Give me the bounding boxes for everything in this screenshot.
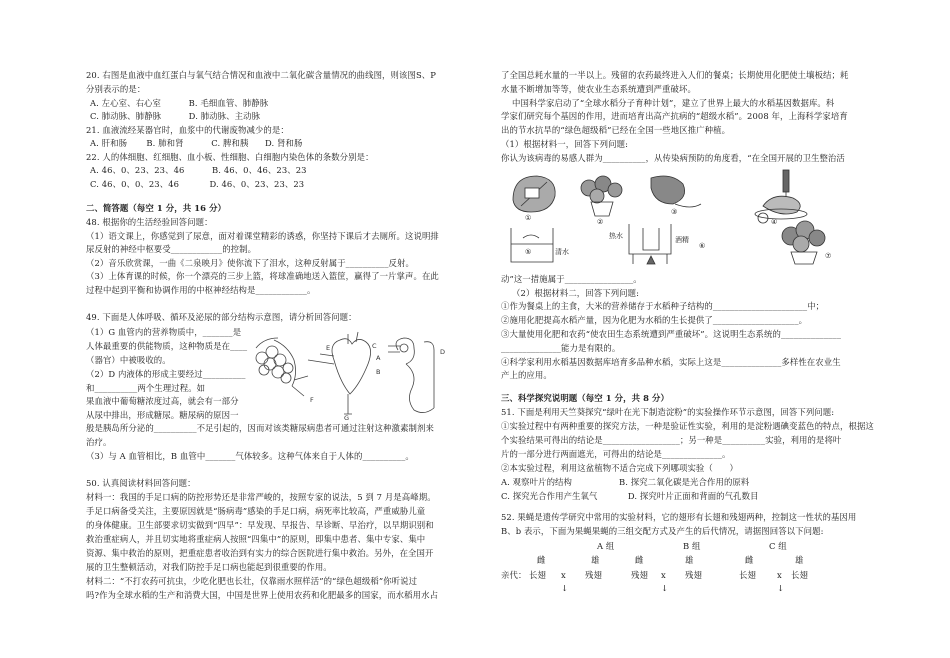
label-C: C [372, 342, 377, 350]
q49-2d: 从尿中排出，形成糖尿。糖尿病的原因一 [86, 410, 239, 420]
r-line-1: 了全国总耗水量的一半以上。残留的农药最终进入人们的餐桌；长期使用化肥使土壤板结；耗 [501, 70, 849, 80]
heart-figure [308, 332, 371, 414]
q48-1a: （1）语文课上，你感觉到了尿意，面对着课堂精彩的诱惑，你坚持下课后才去厕所。这说明排 [86, 231, 439, 241]
experiment-figure [501, 168, 873, 268]
q20-options-1: A. 左心室、右心室 B. 毛细血管、肺静脉 [90, 98, 269, 108]
fig-label-7: ⑦ [825, 252, 832, 260]
alveoli-figure [256, 338, 308, 396]
potted-plant-figure-2 [581, 176, 622, 216]
parents-label: 亲代： [501, 570, 527, 580]
fig-water-label: 清水 [555, 248, 569, 256]
r-line-13: ______________能力是有限的。 [501, 343, 621, 353]
water-beaker-figure-5 [511, 228, 553, 262]
r-line-15: 产上的应用。 [501, 370, 552, 380]
c-male-trait: 长翅 [791, 570, 808, 580]
label-E: E [326, 344, 331, 352]
r-line-6: （1）根据材料一，回答下列问题: [501, 139, 628, 149]
q21-options: A. 肝和肠 B. 肺和肾 C. 脾和胰 D. 肾和肠 [90, 138, 303, 148]
material-1b: 手足口病备受关注，主要原因就是“肠病毒”感染的手足口病，病死率比较高，严重威胁儿童 [86, 506, 426, 516]
q22-text: 22. 人的体细胞、红细胞、血小板、性细胞、白细胞内染色体的条数分别是： [86, 152, 374, 162]
a-male-trait: 残翅 [585, 570, 602, 580]
q51-2: ②本实验过程，利用这盆植物不适合完成下列哪项实验（ ） [501, 463, 738, 473]
b-male-trait: 残翅 [685, 570, 702, 580]
q52-text-b: B、b 表示，下面为果蝇果蝇的三组交配方式及产生的后代情况，请据图回答以下问题: [501, 526, 824, 536]
group-a-label: A 组 [597, 541, 615, 551]
q48-1b: 尿反射的神经中枢要受____________的控制。 [86, 244, 257, 254]
leaf-figure-1 [513, 176, 555, 212]
q49-2e: 般是胰岛所分泌的__________不足引起的，因而对该类糖尿病患者可通过注射这种激素制剂来 [86, 423, 434, 433]
r-line-2: 水量不断增加等等，使农业生态系统遭到严重破坏。 [501, 84, 696, 94]
heating-figure-6 [629, 224, 671, 264]
c-male: 雄 [795, 555, 804, 565]
r-line-8: 动”这一措施属于________________。 [501, 274, 642, 284]
q49-2f: 治疗。 [86, 437, 112, 447]
q52-text-a: 52. 果蝇是遗传学研究中常用的实验材料，它的翅形有长翅和残翅两种，控制这一性状的基因用 [501, 512, 857, 522]
c-female-trait: 长翅 [739, 570, 756, 580]
r-line-3: 中国科学家启动了“全球水稻分子育种计划”，建立了世界上最大的水稻基因数据库。科 [501, 98, 835, 108]
r-line-5: 出的节水抗旱的“绿色超级稻”已经在全国一些地区推广种植。 [501, 125, 731, 135]
material-1a: 材料一：我国的手足口病的防控形势还是非常严峻的，按照专家的说法，5 到 7 月是高峰期。 [86, 492, 436, 502]
q49-2c: 果血液中葡萄糖浓度过高，就会有一部分 [86, 396, 239, 406]
q48-2: （2）音乐欣赏课，一曲《二泉映月》使你流下了泪水，这种反射属于__________反射。 [86, 258, 414, 268]
q51-text: 51. 下面是利用天竺葵探究“绿叶在光下制造淀粉”的实验操作环节示意图，回答下列问题: [501, 407, 835, 417]
material-1c: 的身体健康。卫生部要求切实做到“四早”：早发现、早报告、早诊断、早治疗，以早期识别和 [86, 520, 434, 530]
q48-3b: 过程中起到平衡和协调作用的中枢神经结构是____________。 [86, 285, 316, 295]
fig-label-4: ④ [771, 218, 778, 226]
fig-label-1: ① [525, 214, 532, 222]
section-2-heading: 二、简答题（每空 1 分，共 16 分） [86, 203, 227, 213]
r-line-12: ③大量使用化肥和农药“使农田生态系统遭到严重破坏”。这说明生态系统的______________ [501, 329, 841, 339]
q50-text: 50. 认真阅读材料回答问题： [86, 478, 196, 488]
q49-1a: （1）G 血管内的营养物质中，_______是 [86, 327, 242, 337]
q51-1b: 个实验结果可得出的结论是__________________；另一种是__________实验，利用的是将叶 [501, 435, 842, 445]
r-line-10: ①作为餐桌上的主食，大米的营养储存于水稻种子结构的______________________中； [501, 301, 825, 311]
q49-text: 49. 下面是人体呼吸、循环及泌尿的部分结构示意图，请分析回答问题： [86, 312, 357, 322]
group-b-label: B 组 [683, 541, 701, 551]
leaf-figure-3 [651, 176, 701, 207]
q49-1b: 人体最重要的供能物质，这种物质是在____ [86, 341, 248, 351]
material-2a: 材料二：“不打农药可抗虫，少吃化肥也长壮，仅靠雨水照样活”的“绿色超级稻”你听说过 [86, 576, 418, 586]
b-arrow: ↓ [661, 583, 669, 593]
group-c-label: C 组 [769, 541, 787, 551]
fig-label-2: ② [597, 218, 604, 226]
q22-options-1: A. 46、0、23、23、46 B. 46、0、46、23、23 [90, 165, 307, 175]
c-cross: x [777, 570, 782, 580]
a-male: 雄 [591, 555, 600, 565]
q51-options-2: C. 探究光合作用产生氧气 D. 探究叶片正面和背面的气孔数目 [501, 491, 759, 501]
circulation-diagram [248, 330, 456, 424]
fig-alcohol-label: 酒精 [675, 236, 689, 244]
b-female: 雌 [635, 555, 644, 565]
a-female: 雌 [537, 555, 546, 565]
r-line-7: 你认为该病毒的易感人群为__________，从传染病预防的角度看，“在全国开展的卫生整治活 [501, 153, 845, 163]
q20-text-2: 分别表示的是： [86, 84, 146, 94]
b-female-trait: 残翅 [631, 570, 648, 580]
label-D: D [440, 348, 446, 356]
q21-text: 21. 血液流经某器官时，血浆中的代谢废物减少的是： [86, 125, 289, 135]
material-1f: 展的卫生整顿活动，对我们防控手足口病也能起到很重要的作用。 [86, 562, 332, 572]
fig-hot-water-label: 热水 [609, 232, 623, 240]
label-G: G [344, 414, 350, 422]
material-1d: 救治重症病人，并且切实地将重症病人按照“四集中”的原则，即集中患者、集中专家、集中 [86, 534, 426, 544]
material-1e: 资源、集中救治的原则，把重症患者收治到有实力的综合医院进行集中救治。另外，在全国开 [86, 548, 434, 558]
b-male: 雄 [685, 555, 694, 565]
r-line-9: （2）根据材料二，回答下列问题: [501, 288, 640, 298]
q49-2b: 和__________两个生理过程。如 [86, 383, 206, 393]
fig-label-3: ③ [671, 208, 678, 216]
q48-3a: （3）上体育课的时候，你一个漂亮的三步上篮，将球准确地送入篮筐，赢得了一片掌声。在此 [86, 271, 439, 281]
fig-label-5: ⑤ [525, 248, 532, 256]
q20-options-2: C. 肺动脉、肺静脉 D. 肺动脉、主动脉 [90, 111, 261, 121]
fig-label-6: ⑥ [699, 242, 706, 250]
b-cross: x [661, 570, 666, 580]
q20-text: 20. 右图是血液中血红蛋白与氧气结合情况和血液中二氧化碳含量情况的曲线图，则该图S、P [86, 70, 437, 80]
plant-figure-7 [758, 213, 825, 264]
nephron-figure [388, 338, 434, 413]
dropper-figure-4 [755, 170, 807, 219]
q51-1a: ①实验过程中有两种重要的探究方法，一种是验证性实验，利用的是淀粉遇碘变蓝色的特点，根据这 [501, 421, 874, 431]
q51-1c: 片的一部分进行两面遮光，可得出的结论是______________。 [501, 449, 731, 459]
material-2b: 吗?作为全球水稻的生产和消费大国，中国是世界上使用农药和化肥最多的国家，而水稻用水占 [86, 590, 439, 600]
q49-1c: （器官）中被吸收的。 [86, 355, 171, 365]
a-cross: x [561, 570, 566, 580]
q49-3: （3）与 A 血管相比，B 血管中_______气体较多。这种气体来自于人体的__________。 [86, 451, 414, 461]
r-line-11: ②施用化肥提高水稻产量，因为化肥为水稻的生长提供了____________________。 [501, 315, 808, 325]
q51-options-1: A. 观察叶片的结构 B. 探究二氧化碳是光合作用的原料 [501, 477, 750, 487]
c-arrow: ↓ [777, 583, 785, 593]
r-line-14: ④科学家利用水稻基因数据库培育多品种水稻，实际上这是______________多样性在农业生 [501, 357, 841, 367]
r-line-4: 学家们研究每个基因的作用，进而培育出高产抗病的“超级水稻”。2008 年，上海科学家培育 [501, 111, 848, 121]
a-female-trait: 长翅 [529, 570, 546, 580]
a-arrow: ↓ [561, 583, 569, 593]
section-3-heading: 三、科学探究说明题（每空 1 分，共 8 分） [501, 393, 669, 403]
label-A: A [376, 354, 381, 362]
q49-2a: （2）D 内液体的形成主要经过__________ [86, 369, 246, 379]
q22-options-2: C. 46、0、0、23、46 D. 46、0、23、23、23 [90, 179, 305, 189]
label-F: F [310, 396, 314, 404]
q48-text: 48. 根据你的生活经验回答问题： [86, 217, 213, 227]
c-female: 雌 [745, 555, 754, 565]
label-B: B [376, 368, 381, 376]
